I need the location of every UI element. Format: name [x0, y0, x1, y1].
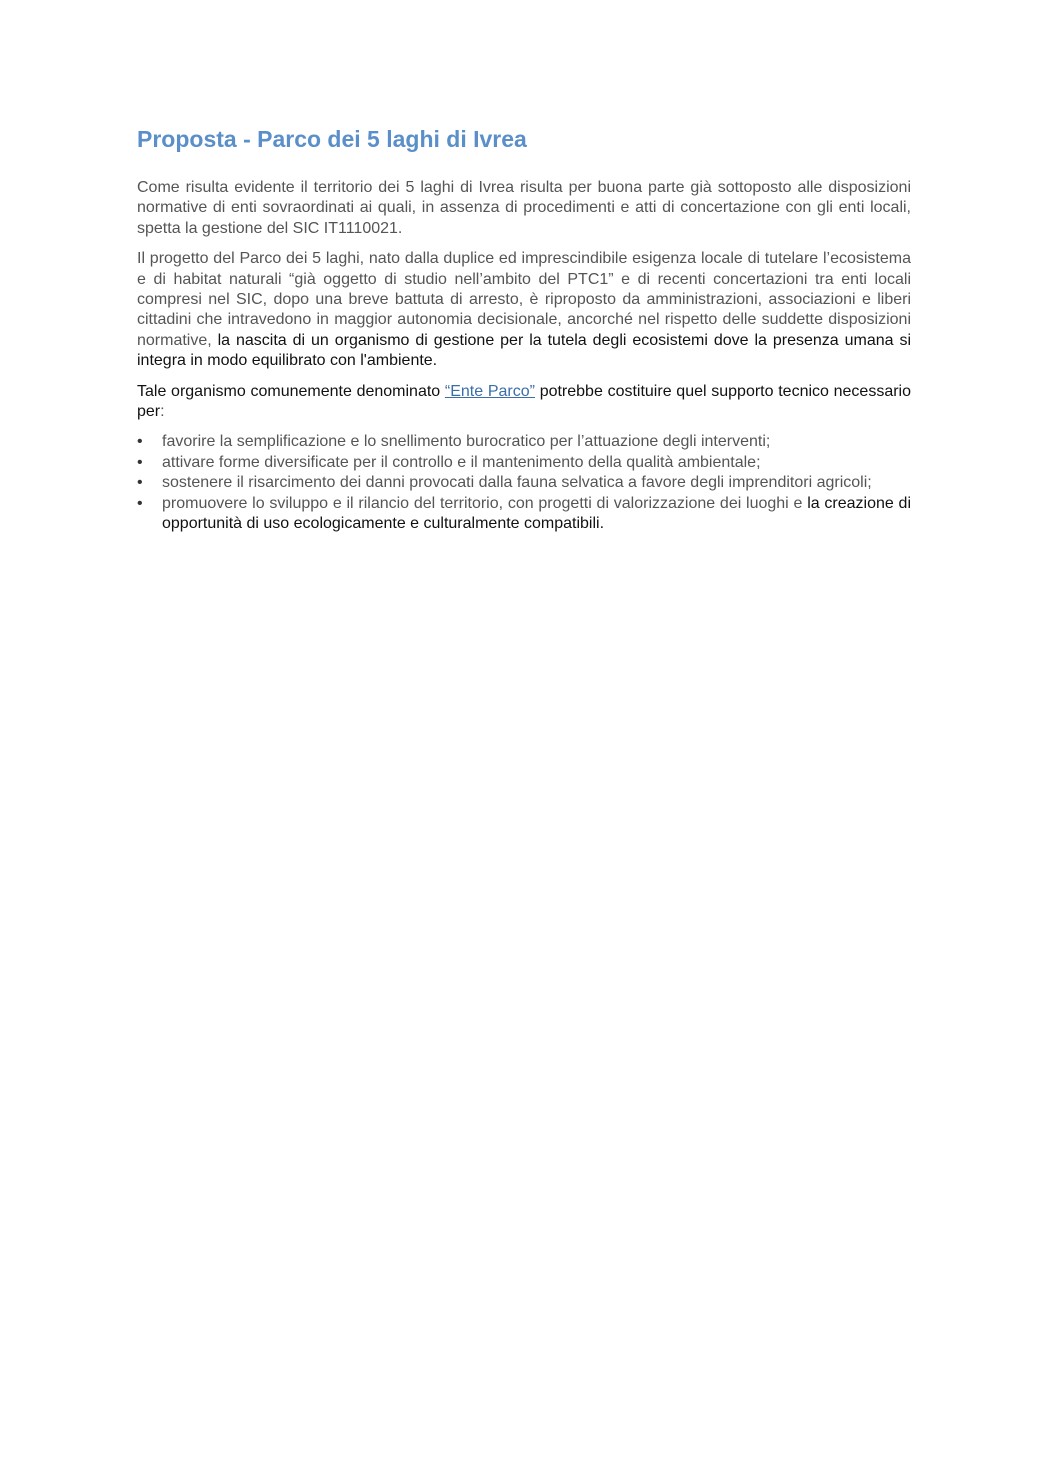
- bullet-icon: •: [137, 494, 143, 512]
- list-item-text: attivare forme diversificate per il controllo e il mantenimento della qualità ambientale;: [162, 453, 761, 471]
- paragraph-1: Come risulta evidente il territorio dei 5 laghi di Ivrea risulta per buona parte già sottoposto alle disposizioni normative di enti sovraordinati ai quali, in assenza di procedimenti e atti di concertazione con gli enti locali, spetta la gestione del SIC IT1110021.: [137, 179, 911, 237]
- list-item: [137, 432, 911, 452]
- paragraph-3-text: Tale organismo comunemente denominato: [137, 382, 445, 400]
- list-item-emphasis: la creazione di opportunità di uso ecologicamente e culturalmente compatibili.: [162, 494, 912, 533]
- paragraph-3-text-end: potrebbe costituire quel supporto tecnico necessario per: [137, 382, 912, 421]
- paragraph-2: [137, 249, 911, 371]
- list-item: [137, 494, 911, 535]
- list-item: [137, 473, 911, 493]
- list-item-text: sostenere il risarcimento dei danni provocati dalla fauna selvatica a favore degli imprenditori agricoli;: [162, 474, 872, 492]
- paragraph-3: [137, 382, 911, 423]
- paragraph-2-text: Il progetto del Parco dei 5 laghi, nato dalla duplice ed imprescindibile esigenza locale di tutelare l’ecosistema e di habitat naturali “già oggetto di studio nell’ambito del PTC1” e di recenti concertazioni tra enti locali compresi nel SIC, dopo una breve battuta di arresto, è riproposto da amministrazioni, associazioni e liberi cittadini che intravedono in maggior autonomia decisionale, ancorché nel rispetto delle suddette disposizioni normative,: [137, 250, 911, 349]
- bullet-icon: •: [137, 433, 143, 451]
- paragraph-2-emphasis: la nascita di un organismo di gestione per la tutela degli ecosistemi dove la presenza umana si integra in modo equilibrato con l'ambiente.: [137, 331, 912, 370]
- list-item-text: favorire la semplificazione e lo snellimento burocratico per l’attuazione degli interventi;: [162, 433, 771, 451]
- bullet-icon: •: [137, 474, 143, 492]
- ente-parco-link[interactable]: “Ente Parco”: [444, 382, 535, 400]
- paragraph-3-colon: :: [160, 403, 165, 421]
- bullet-icon: •: [137, 453, 143, 471]
- bullet-list: [137, 432, 911, 534]
- list-item-text: promuovere lo sviluppo e il rilancio del territorio, con progetti di valorizzazione dei luoghi e: [162, 494, 808, 512]
- list-item: [137, 453, 911, 473]
- document-page: [137, 124, 911, 535]
- document-title: Proposta - Parco dei 5 laghi di Ivrea: [137, 126, 527, 152]
